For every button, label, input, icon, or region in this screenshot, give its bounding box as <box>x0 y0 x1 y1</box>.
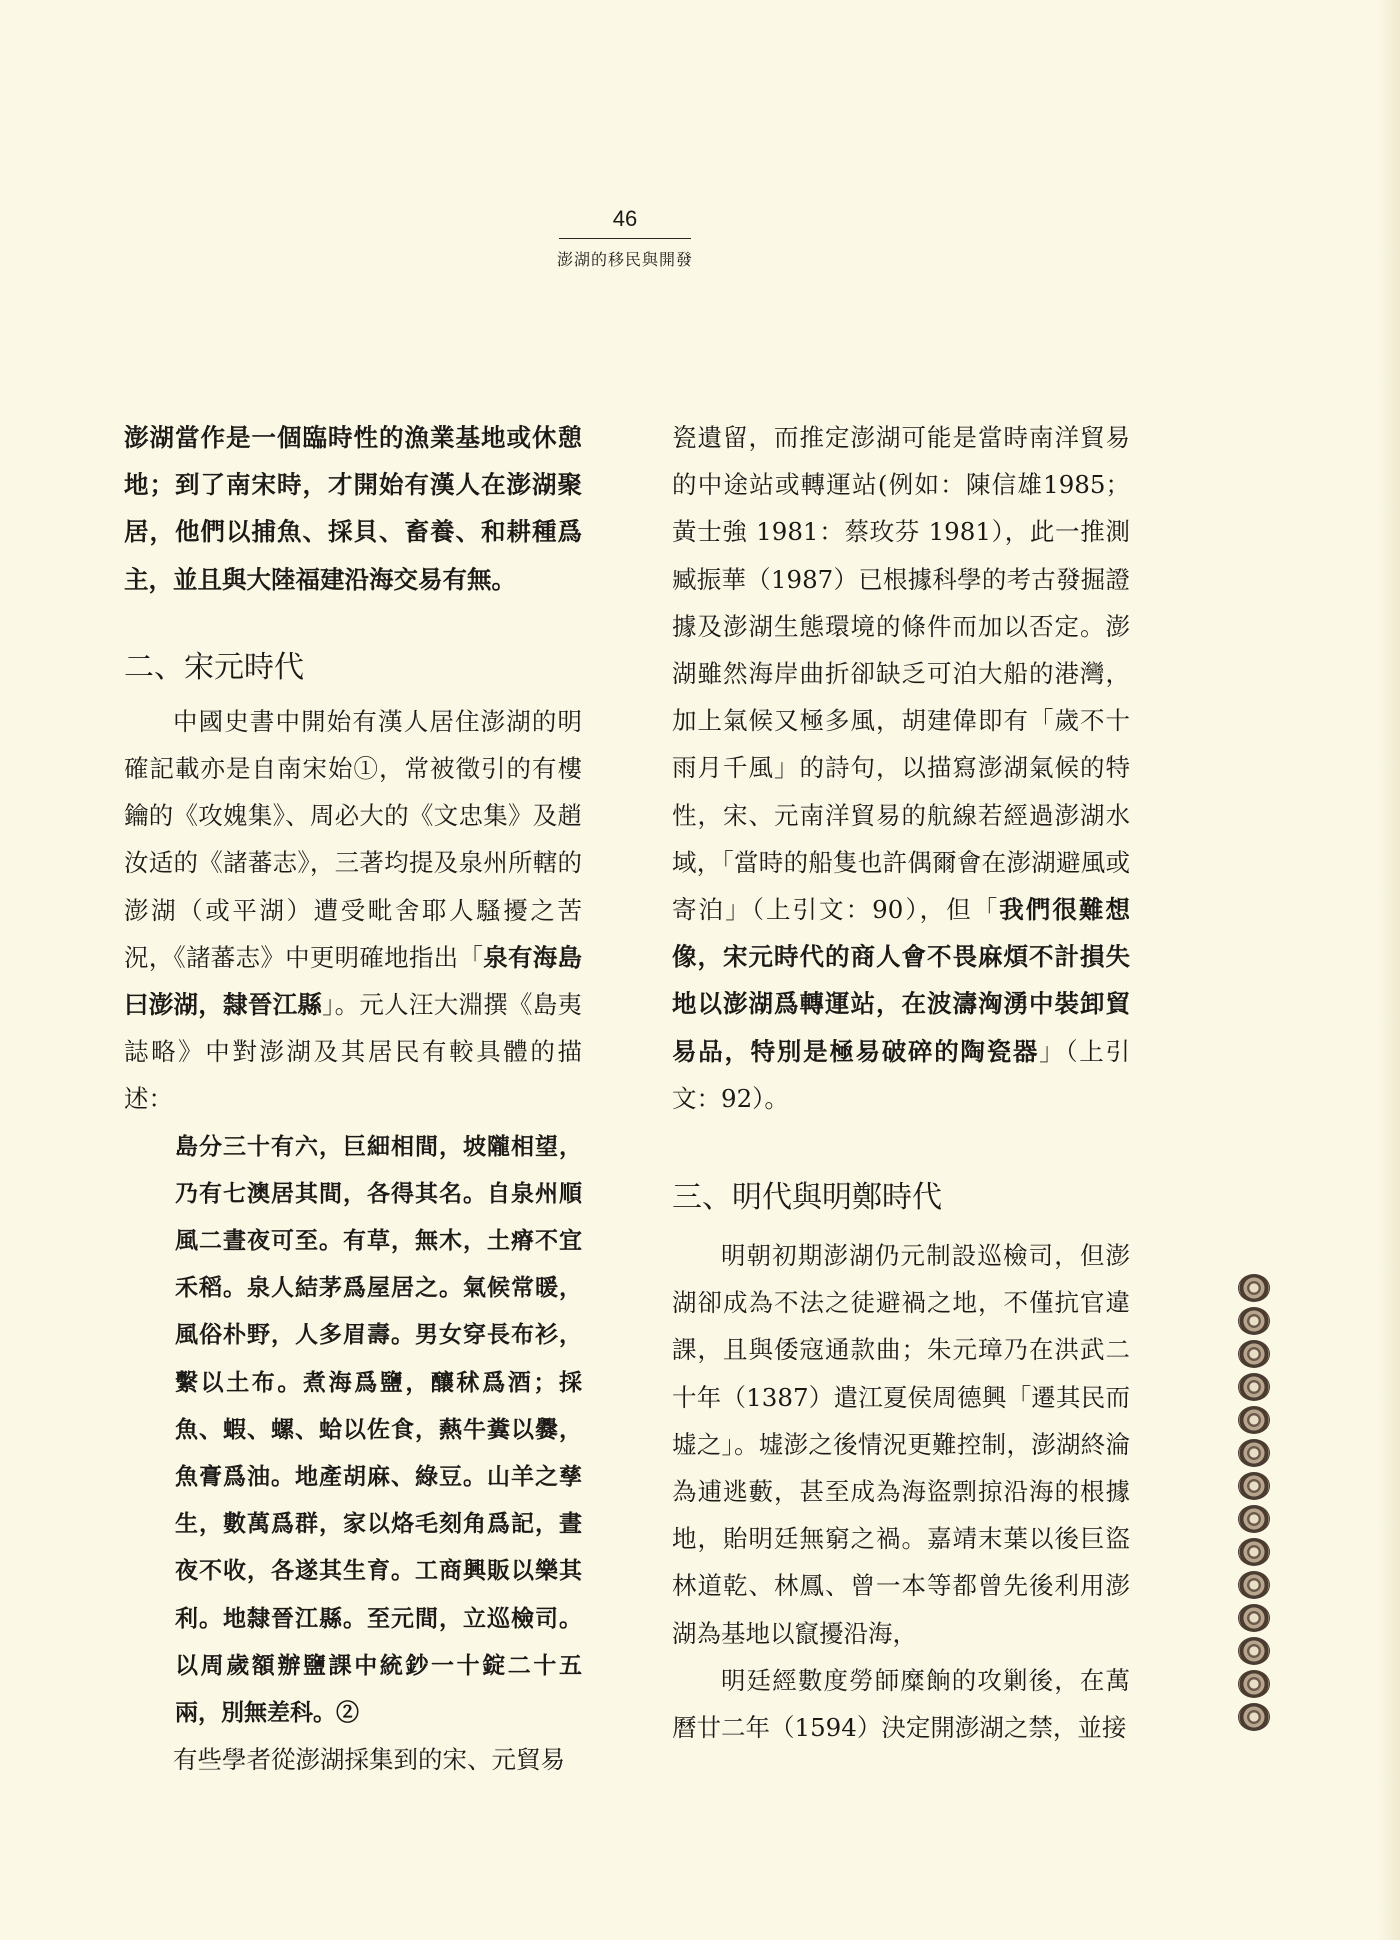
paragraph <box>672 414 1130 1122</box>
section-heading: 三、明代與明鄭時代 <box>672 1180 942 1216</box>
page-header <box>550 206 700 270</box>
seal-ornament-icon <box>1238 1505 1270 1533</box>
paragraph: 明朝初期澎湖仍元制設巡檢司，但澎湖卻成為不法之徒避禍之地，不僅抗官違課，且與倭寇通款曲；朱元璋乃在洪武二十年（1387）遣江夏侯周德興「遷其民而墟之」。墟澎之後情況更難控制，澎湖終淪為逋逃藪，甚至成為海盜剽掠沿海的根據地，貽明廷無窮之禍。嘉靖末葉以後巨盜林道乾、林鳳、曾一本等都曾先後利用澎湖為基地以竄擾沿海， <box>672 1241 1130 1648</box>
seal-ornament-icon <box>1238 1340 1270 1368</box>
seal-ornament-icon <box>1238 1703 1270 1731</box>
seal-ornament-icon <box>1238 1307 1270 1335</box>
paragraph <box>124 698 582 1123</box>
paragraph-text: 」（上引文：92）。 <box>672 1036 1131 1113</box>
seal-ornament-icon <box>1238 1538 1270 1566</box>
emphasized-quote: 我們很難想像，宋元時代的商人會不畏麻煩不計損失地以澎湖爲轉運站，在波濤洶湧中裝卸貿易品，特別是極易破碎的陶瓷器 <box>672 895 1130 1066</box>
running-title: 澎湖的移民與開發 <box>556 252 693 269</box>
seal-ornament-icon <box>1238 1472 1270 1500</box>
seal-ornament-icon <box>1238 1373 1270 1401</box>
page-number: 46 <box>612 206 638 231</box>
seal-ornament-icon <box>1238 1637 1270 1665</box>
paragraph: 澎湖當作是一個臨時性的漁業基地或休憩地；到了南宋時，才開始有漢人在澎湖聚居，他們以捕魚、採貝、畜養、和耕種爲主，並且與大陸福建沿海交易有無。 <box>124 423 582 594</box>
paragraph-text: 瓷遺留，而推定澎湖可能是當時南洋貿易的中途站或轉運站(例如：陳信雄1985；黃士強 1981：蔡玫芬 1981），此一推測臧振華（1987）已根據科學的考古發掘證據及澎湖生態環境的條件而加以否定。澎湖雖然海岸曲折卻缺乏可泊大船的港灣，加上氣候又極多風，胡建偉即有「歲不十雨月千風」的詩句，以描寫澎湖氣候的特性，宋、元南洋貿易的航線若經過澎湖水域，「當時的船隻也許偶爾會在澎湖避風或寄泊」（上引文：90），但「 <box>672 423 1130 925</box>
paragraph-text: 中國史書中開始有漢人居住澎湖的明確記載亦是自南宋始①，常被徵引的有樓鑰的《攻媿集》、周必大的《文忠集》及趙汝适的《諸蕃志》，三著均提及泉州所轄的澎湖（或平湖）遭受毗舍耶人騷擾之苦況，《諸蕃志》中更明確地指出「 <box>124 706 582 972</box>
paragraph: 有些學者從澎湖採集到的宋、元貿易 <box>173 1745 565 1775</box>
seal-ornament-icon <box>1238 1571 1270 1599</box>
page-edge-shadow <box>1378 0 1400 1940</box>
paragraph: 明廷經數度勞師糜餉的攻剿後，在萬曆廿二年（1594）決定開澎湖之禁，並接 <box>672 1665 1130 1743</box>
seal-ornament-icon <box>1238 1439 1270 1467</box>
emphasized-quote: 泉有海島曰澎湖，隸晉江縣 <box>124 942 583 1020</box>
right-column <box>672 414 1130 1751</box>
left-column <box>124 414 582 1783</box>
seal-ornament-icon <box>1238 1670 1270 1698</box>
paragraph-text: 」。元人汪大淵撰《島夷誌略》中對澎湖及其居民有較具體的描述： <box>124 990 583 1114</box>
seal-ornament-icon <box>1238 1406 1270 1434</box>
section-heading: 二、宋元時代 <box>124 649 304 685</box>
header-rule <box>559 238 691 239</box>
block-quote: 島分三十有六，巨細相間，坡隴相望，乃有七澳居其間，各得其名。自泉州順風二晝夜可至。有草，無木，土瘠不宜禾稻。泉人結茅爲屋居之。氣候常暖，風俗朴野，人多眉壽。男女穿長布衫，繫以土布。煮海爲鹽，釀秫爲酒；採魚、蝦、螺、蛤以佐食，爇牛糞以爨，魚膏爲油。地產胡麻、綠豆。山羊之孳生，數萬爲群，家以烙毛刻角爲記，晝夜不收，各遂其生育。工商興販以樂其利。地隸晉江縣。至元間，立巡檢司。以周歲額辦鹽課中統鈔一十錠二十五兩，別無差科。② <box>175 1132 582 1727</box>
seal-ornament-icon <box>1238 1274 1270 1302</box>
seal-ornament-icon <box>1238 1604 1270 1632</box>
seal-ornament-strip <box>1238 1274 1272 1731</box>
